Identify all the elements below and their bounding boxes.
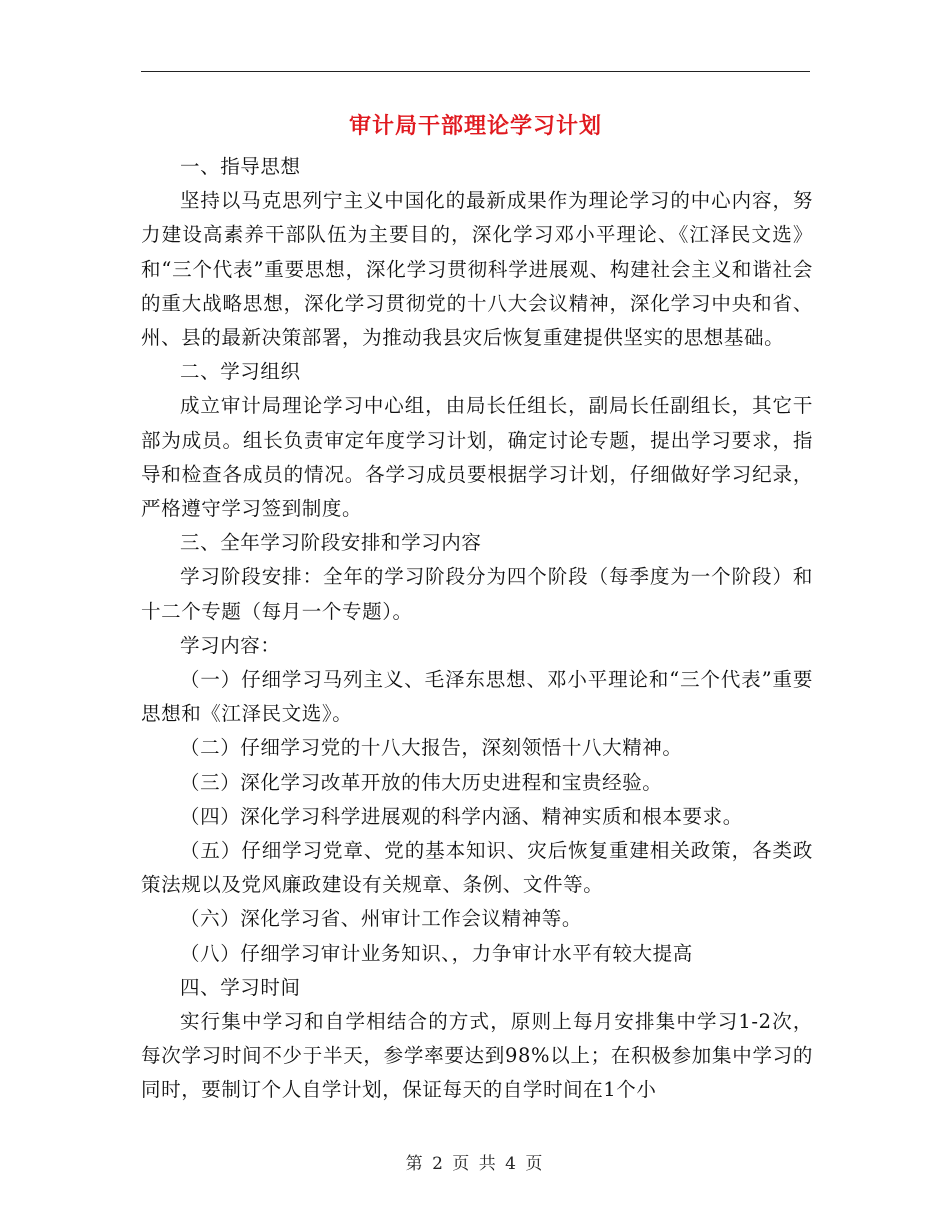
paragraph-study-content-label: 学习内容： [180, 633, 281, 657]
section-heading-study-organization: 二、学习组织 [180, 360, 301, 384]
section-heading-guiding-thought: 一、指导思想 [180, 155, 301, 178]
list-item-content-3: （三）深化学习改革开放的伟大历史进程和宝贵经验。 [180, 770, 663, 794]
document-title: 审计局干部理论学习计划 [348, 113, 602, 139]
list-item-content-8: （八）仔细学习审计业务知识、，力争审计水平有较大提高 [180, 941, 693, 965]
list-item-content-1: （一）仔细学习马列主义、毛泽东思想、邓小平理论和“三个代表”重要思想和《江泽民文选》。 [141, 668, 813, 726]
page-number-footer: 第 2 页 共 4 页 [405, 1154, 545, 1174]
section-heading-schedule-content: 三、全年学习阶段安排和学习内容 [180, 531, 482, 555]
header-rule [141, 71, 810, 72]
list-item-content-2: （二）仔细学习党的十八大报告，深刻领悟十八大精神。 [180, 736, 683, 760]
list-item-content-6: （六）深化学习省、州审计工作会议精神等。 [180, 907, 583, 931]
section-heading-study-time: 四、学习时间 [180, 975, 301, 999]
document-body [141, 150, 813, 1108]
list-item-content-5: （五）仔细学习党章、党的基本知识、灾后恢复重建相关政策，各类政策法规以及党风廉政建设有关规章、条例、文件等。 [141, 839, 813, 897]
paragraph-study-organization: 成立审计局理论学习中心组，由局长任组长，副局长任副组长，其它干部为成员。组长负责审定年度学习计划，确定讨论专题，提出学习要求，指导和检查各成员的情况。各学习成员要根据学习计划，仔细做好学习纪录，严格遵守学习签到制度。 [141, 394, 813, 521]
paragraph-study-time: 实行集中学习和自学相结合的方式，原则上每月安排集中学习1-2次，每次学习时间不少于半天，参学率要达到98%以上；在积极参加集中学习的同时，要制订个人自学计划，保证每天的自学时间在1个小 [141, 1010, 813, 1102]
paragraph-guiding-thought: 坚持以马克思列宁主义中国化的最新成果作为理论学习的中心内容，努力建设高素养干部队伍为主要目的，深化学习邓小平理论、《江泽民文选》和“三个代表”重要思想，深化学习贯彻科学进展观、构建社会主义和谐社会的重大战略思想，深化学习贯彻党的十八大会议精神，深化学习中央和省、州、县的最新决策部署，为推动我县灾后恢复重建提供坚实的思想基础。 [141, 189, 813, 350]
list-item-content-4: （四）深化学习科学进展观的科学内涵、精神实质和根本要求。 [180, 804, 743, 828]
paragraph-stage-arrangement: 学习阶段安排：全年的学习阶段分为四个阶段（每季度为一个阶段）和十二个专题（每月一个专题）。 [141, 565, 813, 623]
